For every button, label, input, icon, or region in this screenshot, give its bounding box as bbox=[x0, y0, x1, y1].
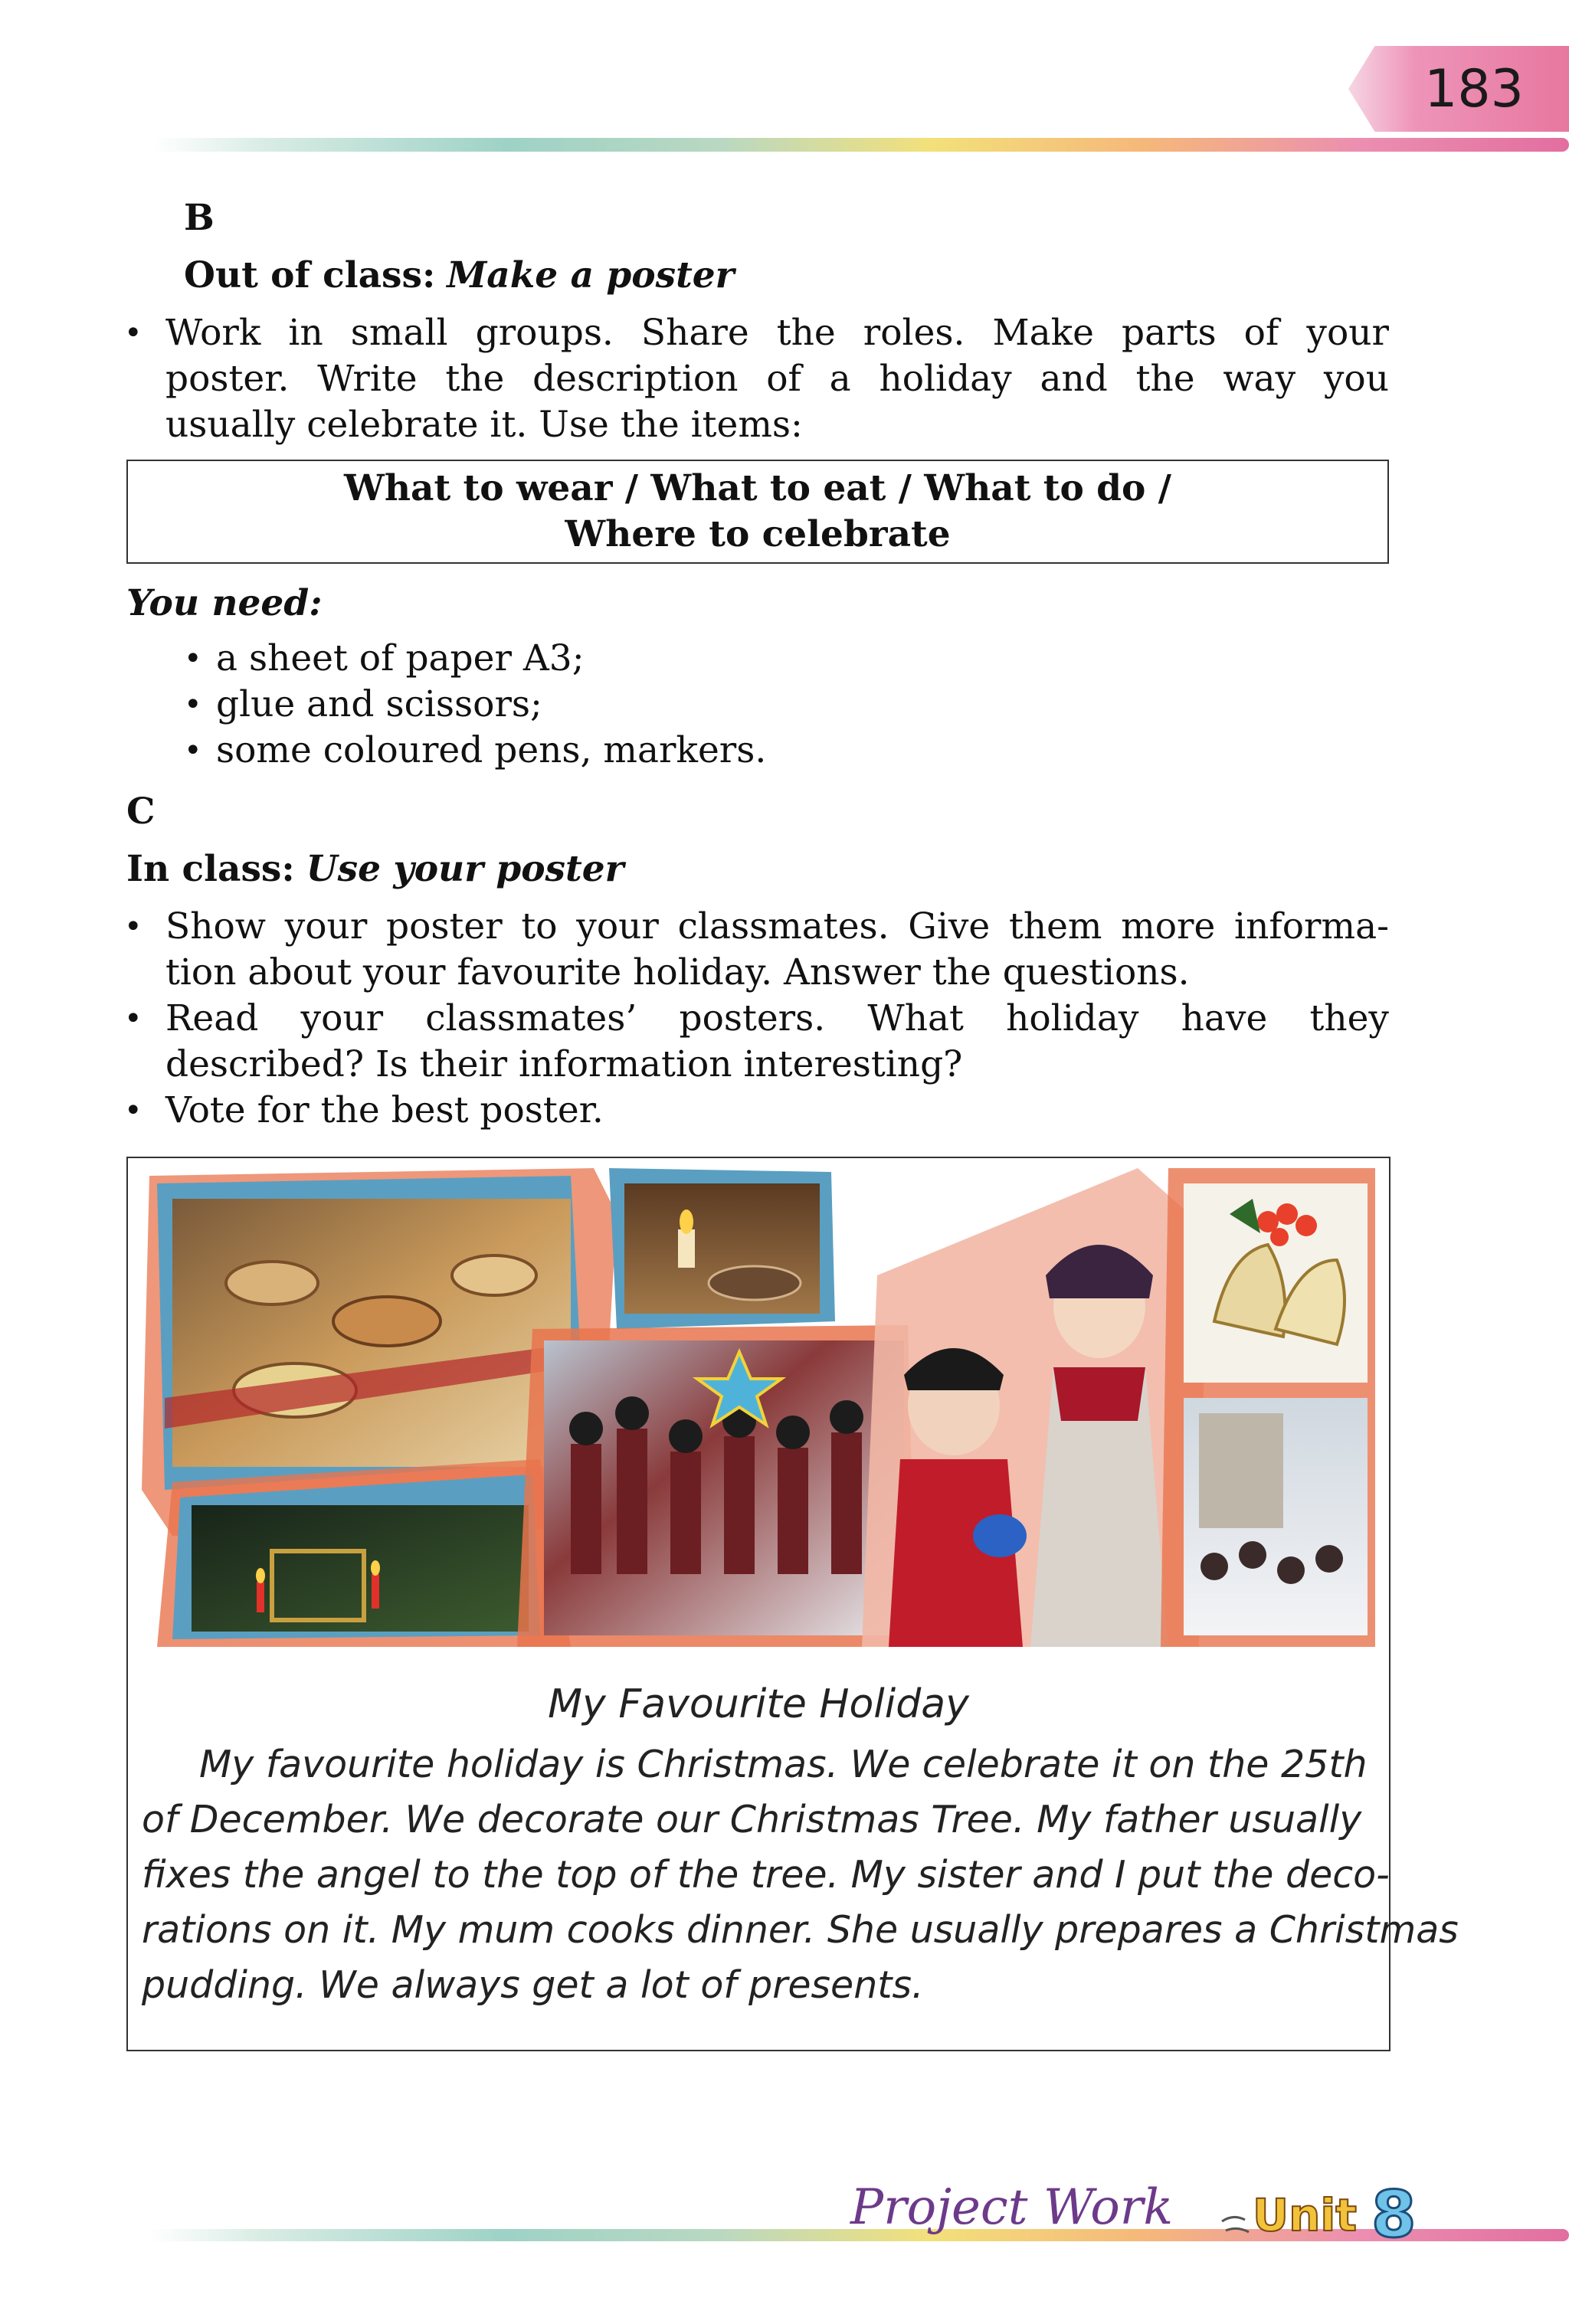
poster-photo-collage bbox=[142, 1168, 1375, 1647]
section-c-bullet-2-line-1: Read your classmates’ posters. What holiday have they bbox=[165, 997, 1389, 1039]
you-need-item-1: a sheet of paper A3; bbox=[216, 637, 585, 679]
you-need-label: You need: bbox=[126, 582, 323, 624]
poster-line-3: fixes the angel to the top of the tree. My sister and I put the deco- bbox=[142, 1853, 1390, 1897]
poster-line-2: of December. We decorate our Christmas Tree. My father usually bbox=[142, 1798, 1362, 1841]
christmas-tree-candles-photo bbox=[192, 1505, 529, 1632]
unit-8-logo bbox=[1218, 2168, 1425, 2252]
section-b-heading bbox=[184, 253, 734, 299]
section-b-bullet-line-1: Work in small groups. Share the roles. Make parts of your bbox=[165, 312, 1389, 354]
section-c-heading-label: In class: bbox=[126, 848, 295, 890]
poster-title: My Favourite Holiday bbox=[548, 1681, 969, 1727]
bullet-marker: • bbox=[184, 733, 202, 768]
poster-line-4: rations on it. My mum cooks dinner. She usually prepares a Christmas bbox=[142, 1908, 1459, 1952]
bullet-marker: • bbox=[124, 1001, 142, 1036]
items-box-line-1: What to wear / What to eat / What to do / bbox=[344, 467, 1171, 509]
section-c-bullet-1-line-2: tion about your favourite holiday. Answer the questions. bbox=[165, 951, 1190, 993]
poster-line-5: pudding. We always get a lot of presents. bbox=[142, 1963, 924, 2007]
items-box-line-2: Where to celebrate bbox=[565, 513, 951, 555]
you-need-item-2: glue and scissors; bbox=[216, 683, 542, 725]
unit-logo-text: Unit bbox=[1253, 2189, 1357, 2241]
items-box bbox=[126, 460, 1389, 564]
bullet-marker: • bbox=[124, 316, 142, 351]
section-c-heading bbox=[126, 846, 624, 892]
bullet-marker: • bbox=[184, 687, 202, 722]
page-number: 183 bbox=[1424, 59, 1524, 119]
section-c-bullet-1-line-1: Show your poster to your classmates. Give them more informa- bbox=[165, 905, 1389, 948]
section-c-letter: C bbox=[126, 790, 156, 833]
section-b-bullet-line-2: poster. Write the description of a holiday and the way you bbox=[165, 358, 1389, 400]
section-c-heading-task: Use your poster bbox=[306, 848, 624, 890]
section-b-heading-task: Make a poster bbox=[447, 254, 735, 296]
section-c-bullet-3: Vote for the best poster. bbox=[165, 1089, 604, 1131]
bullet-marker: • bbox=[124, 909, 142, 944]
unit-logo-number: 8 bbox=[1371, 2177, 1417, 2252]
you-need-item-3: some coloured pens, markers. bbox=[216, 729, 767, 771]
top-decorative-rule bbox=[153, 138, 1569, 152]
footer-project-work-label: Project Work bbox=[850, 2179, 1174, 2236]
section-b-bullet-line-3: usually celebrate it. Use the items: bbox=[165, 404, 803, 446]
poster-line-1: My favourite holiday is Christmas. We celebrate it on the 25th bbox=[199, 1743, 1368, 1786]
section-c-bullet-2-line-2: described? Is their information interesting? bbox=[165, 1043, 963, 1085]
bullet-marker: • bbox=[184, 641, 202, 676]
section-b-letter: B bbox=[184, 197, 215, 239]
bullet-marker: • bbox=[124, 1093, 142, 1128]
section-b-heading-label: Out of class: bbox=[184, 254, 436, 296]
